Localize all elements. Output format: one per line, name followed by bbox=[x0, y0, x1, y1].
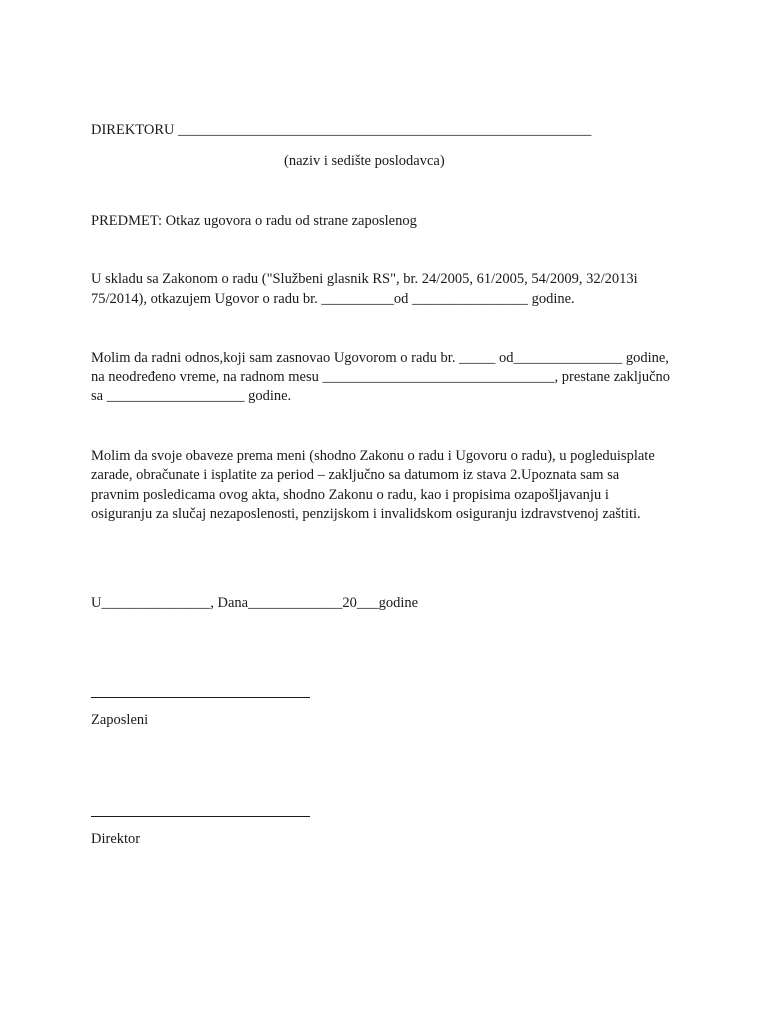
paragraph-2-line-2: na neodređeno vreme, na radnom mesu ________________________________, prestane zaključno bbox=[91, 369, 671, 385]
paragraph-2-line-3: sa ___________________ godine. bbox=[91, 388, 292, 404]
addressee-label: DIREKTORU _________________________________________________________ bbox=[91, 122, 592, 138]
director-signature-line bbox=[91, 816, 310, 817]
place-date-line: U_______________, Dana_____________20___godine bbox=[91, 595, 419, 611]
employee-signature-line bbox=[91, 697, 310, 698]
paragraph-3-line-4: osiguranju za slučaj nezaposlenosti, penzijskom i invalidskom osiguranju izdravstvenoj zaštiti. bbox=[91, 506, 641, 522]
paragraph-3-line-1: Molim da svoje obaveze prema meni (shodno Zakonu o radu i Ugovoru o radu), u pogleduisplate bbox=[91, 448, 655, 464]
addressee-note: (naziv i sedište poslodavca) bbox=[284, 153, 445, 169]
paragraph-3-line-3: pravnim posledicama ovog akta, shodno Zakonu o radu, kao i propisima ozapošljavanju i bbox=[91, 487, 609, 503]
paragraph-1-line-2: 75/2014), otkazujem Ugovor o radu br. __________od ________________ godine. bbox=[91, 291, 575, 307]
employee-signature-label: Zaposleni bbox=[91, 712, 149, 728]
paragraph-1-line-1: U skladu sa Zakonom o radu ("Službeni glasnik RS", br. 24/2005, 61/2005, 54/2009, 32/2013i bbox=[91, 271, 638, 287]
director-signature-label: Direktor bbox=[91, 831, 141, 847]
paragraph-3-line-2: zarade, obračunate i isplatite za period – zaključno sa datumom iz stava 2.Upoznata sam sa bbox=[91, 467, 620, 483]
paragraph-2-line-1: Molim da radni odnos,koji sam zasnovao Ugovorom o radu br. _____ od_______________ godine, bbox=[91, 350, 669, 366]
subject-line: PREDMET: Otkaz ugovora o radu od strane zaposlenog bbox=[91, 213, 417, 229]
